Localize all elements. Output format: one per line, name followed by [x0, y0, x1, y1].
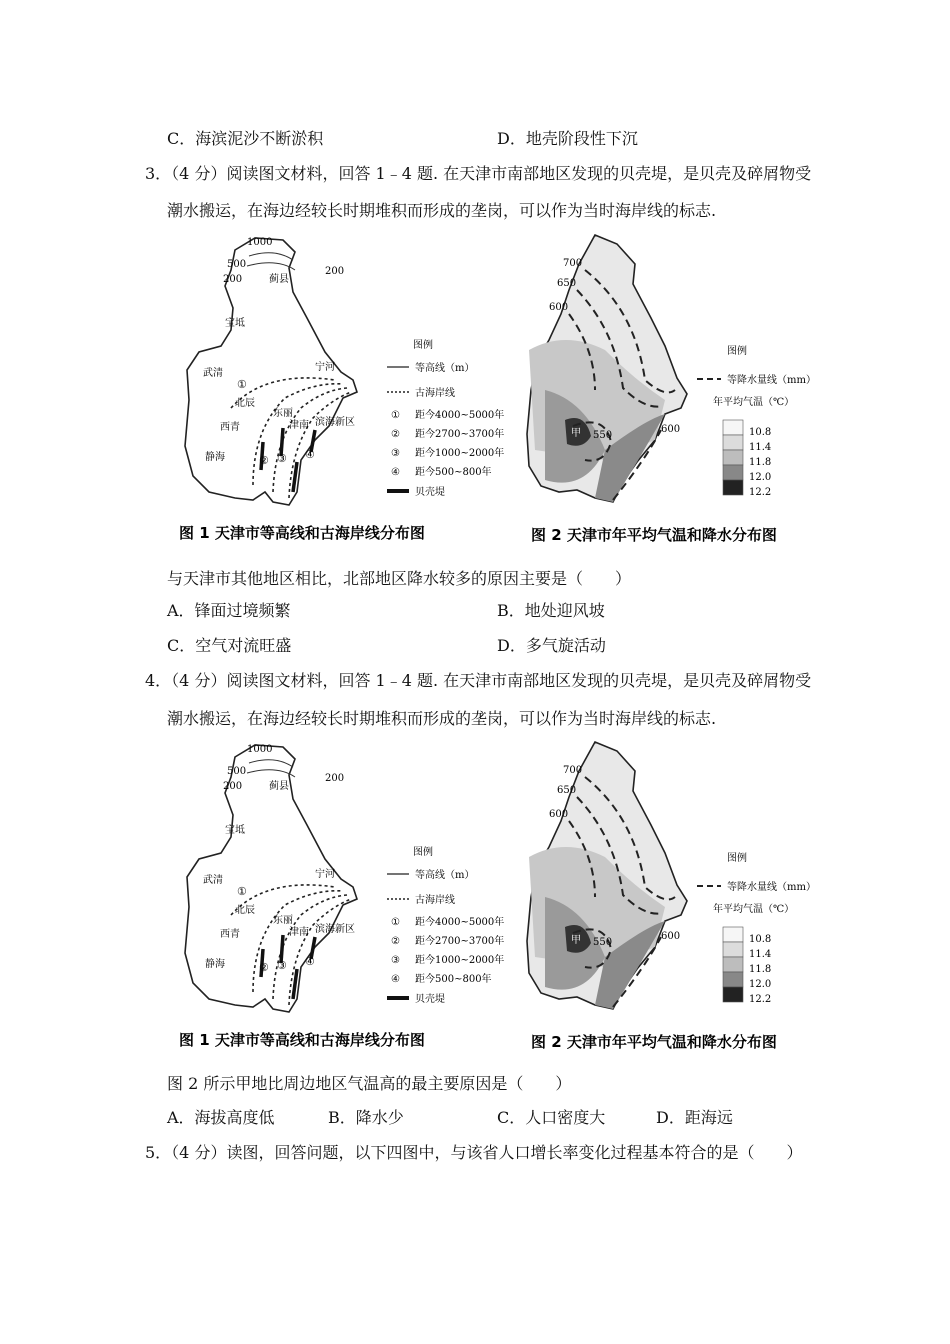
label-c200a: 200	[223, 274, 243, 285]
map-num-3: ③	[277, 452, 287, 465]
isohyet-650: 650	[557, 785, 577, 796]
fig1-caption: 图 1 天津市等高线和古海岸线分布图	[179, 1031, 425, 1049]
isohyet-700: 700	[563, 258, 583, 269]
temp-11-8: 11.8	[749, 457, 772, 468]
map-num-3: ③	[277, 959, 287, 972]
place-jia: 甲	[571, 428, 581, 439]
map-num-4: ④	[305, 448, 315, 461]
temp-11-8: 11.8	[749, 964, 772, 975]
legend1-shell: 贝壳堤	[415, 487, 445, 498]
q4-option-b: B．降水少	[328, 1108, 404, 1127]
place-beichen: 北辰	[235, 905, 255, 916]
legend1-age2: 距今2700~3700年	[415, 429, 505, 440]
legend1-n2: ②	[391, 936, 400, 947]
q4-stem-line2: 潮水搬运，在海边经较长时期堆积而形成的垄岗，可以作为当时海岸线的标志.	[167, 709, 717, 728]
place-jia: 甲	[571, 935, 581, 946]
place-jinghai: 静海	[205, 452, 225, 463]
q3-figure	[165, 230, 835, 556]
place-baodi: 宝坻	[225, 318, 245, 329]
legend1-n1: ①	[391, 410, 400, 421]
label-c200b: 200	[325, 266, 345, 277]
legend2-isohyet: 等降水量线（mm）	[727, 375, 816, 386]
legend2-temp: 年平均气温（℃）	[713, 904, 795, 915]
map-num-1: ①	[237, 378, 247, 391]
isohyet-600a: 600	[549, 302, 569, 313]
q3-option-c: C．空气对流旺盛	[167, 636, 292, 655]
legend1-age1: 距今4000~5000年	[415, 410, 505, 421]
map-num-4: ④	[305, 955, 315, 968]
label-c200a: 200	[223, 781, 243, 792]
isohyet-550: 550	[593, 430, 613, 441]
isohyet-650: 650	[557, 278, 577, 289]
isohyet-550: 550	[593, 937, 613, 948]
place-binhai: 滨海新区	[315, 924, 355, 935]
temp-10-8: 10.8	[749, 427, 772, 438]
legend1-n3: ③	[391, 448, 400, 459]
legend1-n2: ②	[391, 429, 400, 440]
fig2-caption: 图 2 天津市年平均气温和降水分布图	[531, 526, 777, 544]
legend2-title: 图例	[727, 346, 747, 357]
isohyet-600b: 600	[661, 424, 681, 435]
place-binhai: 滨海新区	[315, 417, 355, 428]
place-wuqing: 武清	[203, 875, 223, 886]
legend1-age2: 距今2700~3700年	[415, 936, 505, 947]
q3-question: 与天津市其他地区相比，北部地区降水较多的原因主要是（ ）	[167, 569, 632, 588]
map-num-1: ①	[237, 885, 247, 898]
q2-option-c: C．海滨泥沙不断淤积	[167, 129, 324, 148]
legend1-n4: ④	[391, 467, 400, 478]
place-jinnan: 津南	[289, 420, 309, 431]
legend1-n4: ④	[391, 974, 400, 985]
legend1-n1: ①	[391, 917, 400, 928]
q4-figure	[165, 737, 835, 1063]
temp-12-2: 12.2	[749, 487, 772, 498]
legend1-contour: 等高线（m）	[415, 363, 475, 374]
legend2-temp: 年平均气温（℃）	[713, 397, 795, 408]
legend1-age1: 距今4000~5000年	[415, 917, 505, 928]
q3-option-b: B．地处迎风坡	[497, 601, 605, 620]
label-c1000: 1000	[247, 744, 273, 755]
legend1-coast: 古海岸线	[415, 388, 455, 399]
place-wuqing: 武清	[203, 368, 223, 379]
place-jinghai: 静海	[205, 959, 225, 970]
q3-stem-line2: 潮水搬运，在海边经较长时期堆积而形成的垄岗，可以作为当时海岸线的标志.	[167, 201, 717, 220]
place-jizhou: 蓟县	[269, 274, 289, 285]
q4-option-a: A．海拔高度低	[167, 1108, 275, 1127]
legend1-shell: 贝壳堤	[415, 994, 445, 1005]
legend1-age3: 距今1000~2000年	[415, 448, 505, 459]
q4-question: 图 2 所示甲地比周边地区气温高的最主要原因是（ ）	[167, 1074, 572, 1093]
fig2-map	[527, 742, 687, 1009]
q4-option-d: D．距海远	[656, 1108, 733, 1127]
q3-option-a: A．锋面过境频繁	[167, 601, 291, 620]
label-c1000: 1000	[247, 237, 273, 248]
legend1-age3: 距今1000~2000年	[415, 955, 505, 966]
place-xiqing: 西青	[220, 422, 240, 433]
isohyet-700: 700	[563, 765, 583, 776]
map-num-2: ②	[259, 961, 269, 974]
place-jinnan: 津南	[289, 927, 309, 938]
isohyet-600a: 600	[549, 809, 569, 820]
q2-option-d: D．地壳阶段性下沉	[497, 129, 638, 148]
legend1-title: 图例	[413, 847, 433, 858]
q5-stem: 5．（4 分）读图，回答问题，以下四图中，与该省人口增长率变化过程基本符合的是（ ）	[145, 1143, 803, 1162]
legend1-coast: 古海岸线	[415, 895, 455, 906]
legend2-isohyet: 等降水量线（mm）	[727, 882, 816, 893]
place-ninghe: 宁河	[315, 869, 335, 880]
label-c500: 500	[227, 766, 247, 777]
legend1-age4: 距今500~800年	[415, 467, 492, 478]
legend1-age4: 距今500~800年	[415, 974, 492, 985]
isohyet-600b: 600	[661, 931, 681, 942]
label-c200b: 200	[325, 773, 345, 784]
legend1-title: 图例	[413, 340, 433, 351]
place-beichen: 北辰	[235, 398, 255, 409]
temp-11-4: 11.4	[749, 442, 772, 453]
fig2-map	[527, 235, 687, 502]
legend2-title: 图例	[727, 853, 747, 864]
legend1-contour: 等高线（m）	[415, 870, 475, 881]
place-ninghe: 宁河	[315, 362, 335, 373]
fig1-caption: 图 1 天津市等高线和古海岸线分布图	[179, 524, 425, 542]
label-c500: 500	[227, 259, 247, 270]
place-xiqing: 西青	[220, 929, 240, 940]
place-baodi: 宝坻	[225, 825, 245, 836]
place-dongli: 东丽	[273, 408, 293, 419]
map-num-2: ②	[259, 454, 269, 467]
temp-11-4: 11.4	[749, 949, 772, 960]
temp-12-0: 12.0	[749, 472, 772, 483]
temp-10-8: 10.8	[749, 934, 772, 945]
place-dongli: 东丽	[273, 915, 293, 926]
q3-option-d: D．多气旋活动	[497, 636, 606, 655]
place-jizhou: 蓟县	[269, 781, 289, 792]
legend1-n3: ③	[391, 955, 400, 966]
fig2-caption: 图 2 天津市年平均气温和降水分布图	[531, 1033, 777, 1051]
temp-12-2: 12.2	[749, 994, 772, 1005]
q3-stem-line1: 3．（4 分）阅读图文材料，回答 1﹣4 题. 在天津市南部地区发现的贝壳堤，是贝壳及碎屑物受	[145, 164, 812, 183]
q4-stem-line1: 4．（4 分）阅读图文材料，回答 1﹣4 题. 在天津市南部地区发现的贝壳堤，是贝壳及碎屑物受	[145, 671, 812, 690]
temp-12-0: 12.0	[749, 979, 772, 990]
q4-option-c: C．人口密度大	[497, 1108, 606, 1127]
